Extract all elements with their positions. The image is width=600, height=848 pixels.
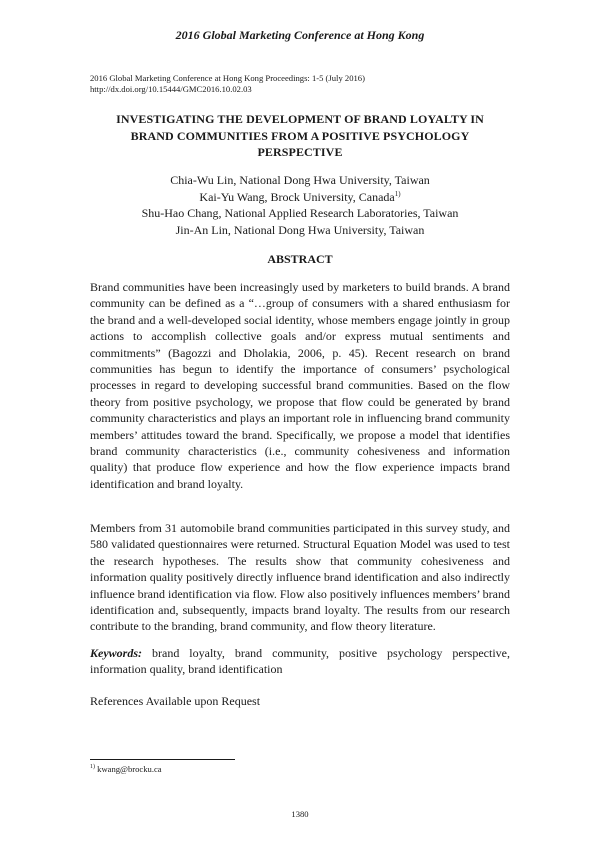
keywords-paragraph [90, 645, 510, 678]
footnote-divider [90, 759, 235, 760]
abstract-heading: ABSTRACT [267, 252, 333, 266]
footnote-email[interactable]: kwang@brocku.ca [95, 764, 162, 774]
title-line: PERSPECTIVE [257, 145, 343, 159]
author-name: Shu-Hao Chang, National Applied Research Laboratories, Taiwan [141, 206, 459, 220]
author-line [90, 222, 510, 239]
author-list [90, 172, 510, 238]
author-name: Chia-Wu Lin, National Dong Hwa University, Taiwan [170, 173, 430, 187]
keywords-text: brand loyalty, brand community, positive psychology perspective, information quality, brand identification [90, 646, 510, 677]
author-name: Kai-Yu Wang, Brock University, Canada [199, 189, 395, 204]
page-number: 1380 [291, 809, 309, 819]
author-line [90, 189, 510, 206]
author-name: Jin-An Lin, National Dong Hwa University, Taiwan [175, 222, 425, 237]
keywords-label: Keywords: [90, 646, 142, 660]
doi-link[interactable]: http://dx.doi.org/10.15444/GMC2016.10.02.03 [90, 84, 252, 94]
title-line: BRAND COMMUNITIES FROM A POSITIVE PSYCHOLOGY [130, 128, 470, 143]
abstract-paragraph: Brand communities have been increasingly used by marketers to build brands. A brand community can be defined as a “…group of consumers with a shared enthusiasm for the brand and a well-developed social identity, whose members engage jointly in group actions to accomplish collective goals and/or express mutual sentiments and commitments” (Bagozzi and Dholakia, 2006, p. 45). Recent research on brand communities has begun to identify the importance of consumers’ psychological processes in regard to developing successful brand communities. Based on the flow theory from positive psychology, we propose that flow could be generated by brand community characteristics and plays an important role in influencing brand community members’ attitudes toward the brand. Specifically, we propose a model that identifies brand community characteristics (i.e., community cohesiveness and information quality) that produce flow experience and how the flow experience impacts brand identification and brand loyalty. [90, 280, 510, 491]
running-head: 2016 Global Marketing Conference at Hong Kong [175, 28, 425, 42]
footnote [90, 764, 162, 774]
abstract-paragraph: Members from 31 automobile brand communities participated in this survey study, and 580 validated questionnaires were returned. Structural Equation Model was used to test the research hypotheses. The results show that community cohesiveness and information quality positively directly influence brand identification and also indirectly influence brand identification via flow. Flow also positively influences members’ brand identification and, subsequently, impacts brand loyalty. The results from our research contribute to the branding, brand community, and flow theory literature. [90, 521, 510, 634]
title-line: INVESTIGATING THE DEVELOPMENT OF BRAND LOYALTY IN [116, 112, 484, 126]
references-note: References Available upon Request [90, 694, 261, 708]
proceedings-citation: 2016 Global Marketing Conference at Hong Kong Proceedings: 1-5 (July 2016) [90, 73, 365, 83]
paper-title [90, 111, 510, 161]
author-line [90, 172, 510, 189]
author-line [90, 205, 510, 222]
footnote-marker: 1) [90, 764, 95, 771]
footnote-marker[interactable]: 1) [394, 189, 401, 198]
proceedings-info [90, 73, 510, 95]
